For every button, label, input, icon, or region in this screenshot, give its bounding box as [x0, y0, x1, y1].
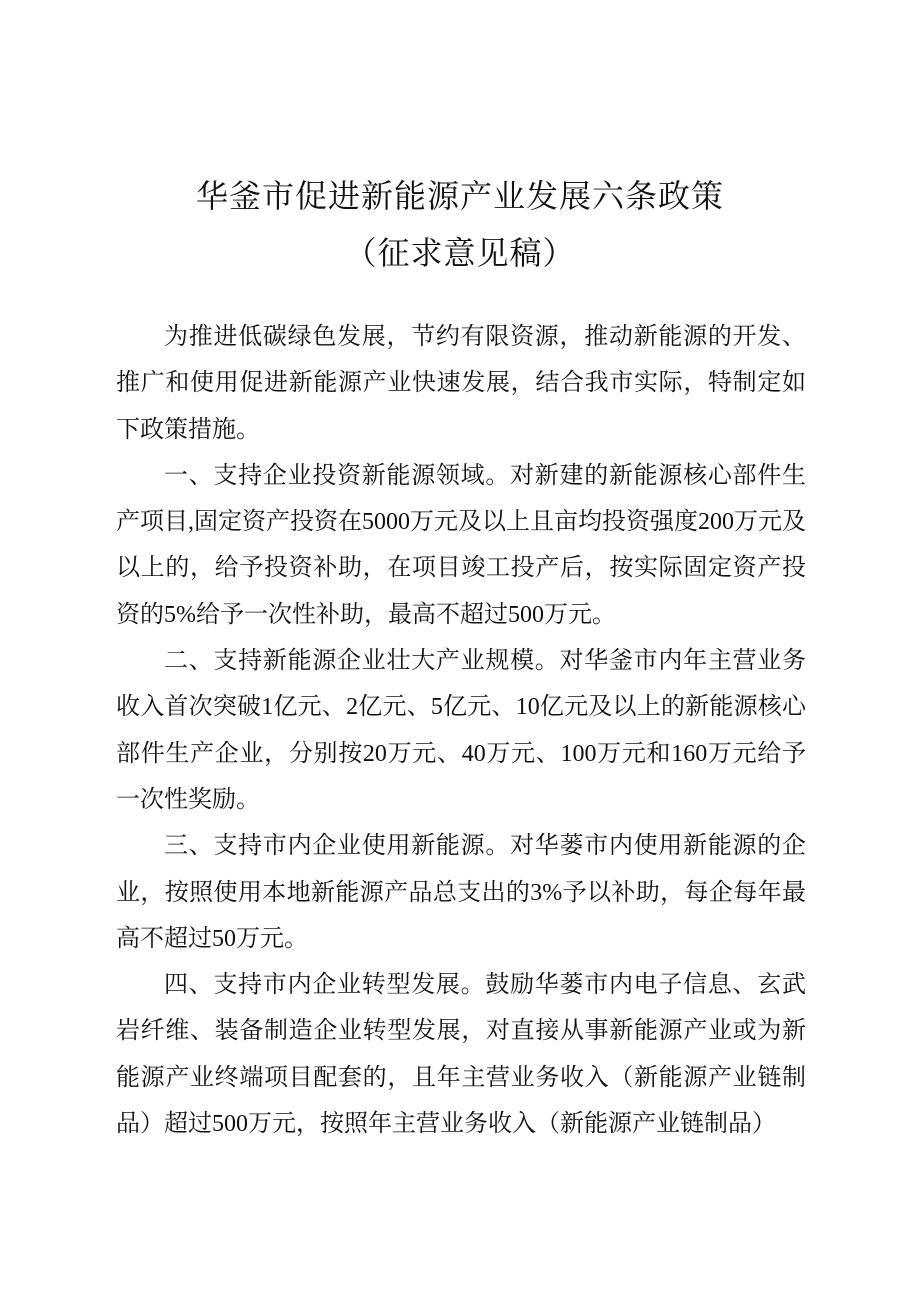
document-body [116, 314, 806, 1147]
paragraph-policy-1: 一、支持企业投资新能源领域。对新建的新能源核心部件生产项目,固定资产投资在5000万元及以上且亩均投资强度200万元及以上的，给予投资补助，在项目竣工投产后，按实际固定资产投资的5%给予一次性补助，最高不超过500万元。 [116, 462, 806, 628]
paragraph-policy-4: 四、支持市内企业转型发展。鼓励华蒌市内电子信息、玄武岩纤维、装备制造企业转型发展，对直接从事新能源产业或为新能源产业终端项目配套的，且年主营业务收入（新能源产业链制品）超过500万元，按照年主营业务收入（新能源产业链制品） [116, 972, 806, 1138]
document-subtitle: （征求意见稿） [344, 234, 576, 272]
document-title: 华釜市促进新能源产业发展六条政策 [195, 177, 724, 215]
paragraph-policy-2: 二、支持新能源企业壮大产业规模。对华釜市内年主营业务收入首次突破1亿元、2亿元、5亿元、10亿元及以上的新能源核心部件生产企业，分别按20万元、40万元、100万元和160万元给予一次性奖励。 [116, 648, 806, 813]
paragraph-policy-3: 三、支持市内企业使用新能源。对华蒌市内使用新能源的企业，按照使用本地新能源产品总支出的3%予以补助，每企每年最高不超过50万元。 [116, 833, 806, 952]
paragraph-intro: 为推进低碳绿色发展，节约有限资源，推动新能源的开发、推广和使用促进新能源产业快速发展，结合我市实际，特制定如下政策措施。 [116, 324, 806, 443]
